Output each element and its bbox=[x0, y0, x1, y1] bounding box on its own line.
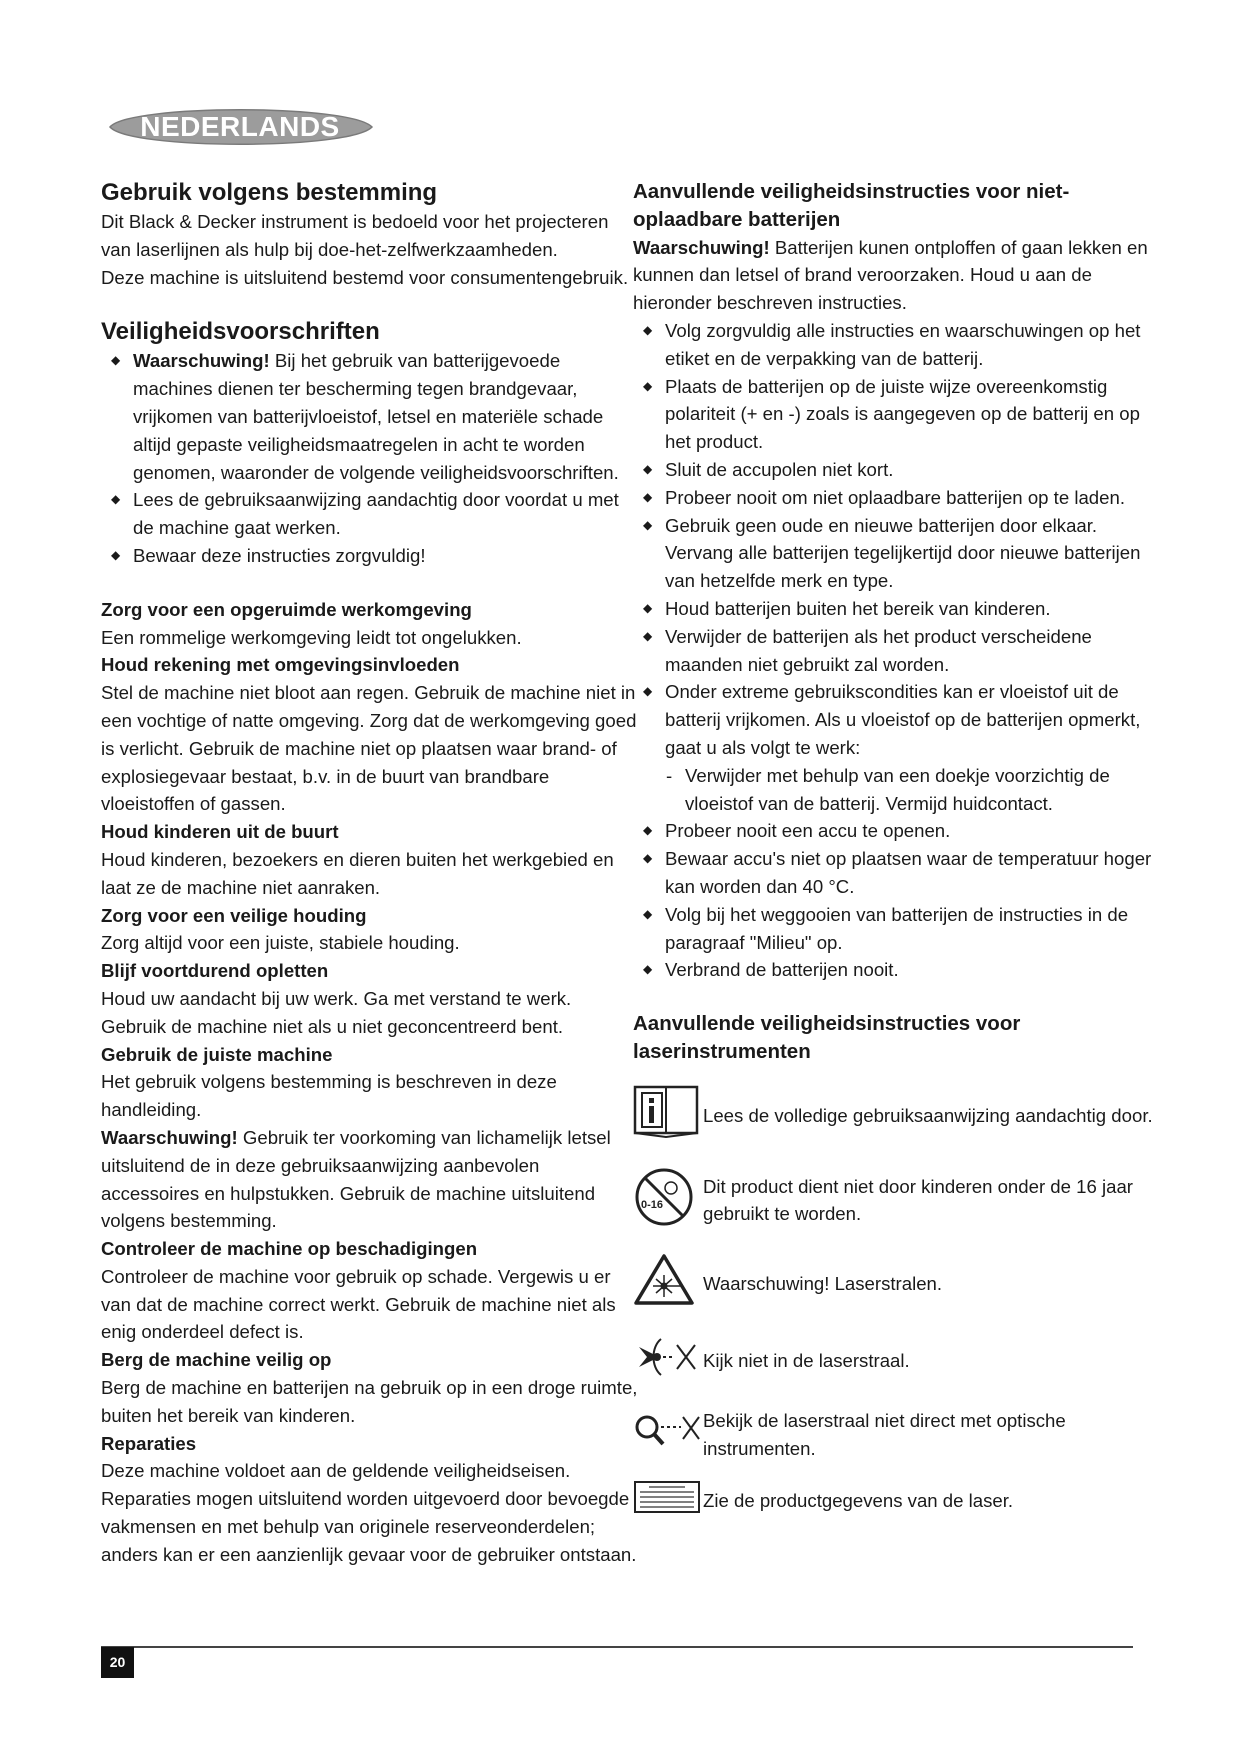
subheading: Reparaties bbox=[101, 1432, 197, 1454]
paragraph bbox=[101, 1124, 641, 1235]
list-item bbox=[633, 373, 1153, 456]
list-item bbox=[633, 623, 1153, 679]
bullet-diamond-icon: ◆ bbox=[643, 489, 653, 504]
paragraph: Houd uw aandacht bij uw werk. Ga met verstand te werk. Gebruik de machine niet als u niet geconcentreerd bent. bbox=[101, 987, 572, 1037]
symbol-row-no-stare bbox=[633, 1333, 1153, 1389]
paragraph: Controleer de machine voor gebruik op schade. Vergewis u er van dat de machine correct werkt. Gebruik de machine niet als enig onderdeel defect is. bbox=[101, 1265, 616, 1343]
symbol-row-optical bbox=[633, 1407, 1153, 1463]
bullet-diamond-icon: ◆ bbox=[643, 517, 653, 532]
list-item-text: Bewaar deze instructies zorgvuldig! bbox=[133, 544, 426, 566]
bullet-diamond-icon: ◆ bbox=[643, 628, 653, 643]
bullet-diamond-icon: ◆ bbox=[643, 322, 653, 337]
bullet-diamond-icon: ◆ bbox=[111, 492, 121, 507]
battery-warning bbox=[633, 234, 1153, 317]
language-tab bbox=[100, 102, 380, 152]
bullet-diamond-icon: ◆ bbox=[643, 962, 653, 977]
paragraph-text: Batterijen kunen ontploffen of gaan lekken en kunnen dan letsel of brand veroorzaken. Houd u aan de hieronder beschreven instructies. bbox=[633, 236, 1148, 314]
list-item bbox=[633, 512, 1153, 595]
list-item-text: Verwijder de batterijen als het product verscheidene maanden niet gebruikt zal worden. bbox=[665, 625, 1092, 675]
age-label: 0-16 bbox=[641, 1198, 664, 1211]
battery-list bbox=[633, 317, 1153, 984]
list-item bbox=[101, 486, 641, 542]
subheading: Houd rekening met omgevingsinvloeden bbox=[101, 654, 460, 676]
right-column bbox=[633, 178, 1153, 1540]
paragraph-text: Gebruik ter voorkoming van lichamelijk letsel uitsluitend de in deze gebruiksaanwijzing aanbevolen accessoires en hulpstukken. Gebruik de machine uitsluitend volgens bestemming. bbox=[101, 1126, 611, 1232]
symbol-row-laser-warning bbox=[633, 1253, 1153, 1315]
list-item-text: Probeer nooit om niet oplaadbare batterijen op te laden. bbox=[665, 486, 1125, 508]
subheading: Blijf voortdurend opletten bbox=[101, 960, 329, 982]
left-column bbox=[101, 178, 641, 1569]
symbol-text: Kijk niet in de laserstraal. bbox=[703, 1350, 910, 1372]
bullet-diamond-icon: ◆ bbox=[643, 600, 653, 615]
list-item bbox=[633, 817, 1153, 845]
list-item bbox=[101, 347, 641, 486]
paragraph: Een rommelige werkomgeving leidt tot ongelukken. bbox=[101, 626, 522, 648]
read-manual-icon bbox=[633, 1084, 699, 1140]
symbol-text: Lees de volledige gebruiksaanwijzing aandachtig door. bbox=[703, 1104, 1153, 1126]
section-title-batteries: Aanvullende veiligheidsinstructies voor niet-oplaadbare batterijen bbox=[633, 180, 1070, 231]
list-item bbox=[633, 456, 1153, 484]
bullet-diamond-icon: ◆ bbox=[643, 906, 653, 921]
paragraph: Deze machine voldoet aan de geldende veiligheidseisen. Reparaties mogen uitsluitend worden uitgevoerd door bevoegde vakmensen en met behulp van originele reserveonderdelen; anders kan er een aanzienlijk gevaar voor de gebruiker ontstaan. bbox=[101, 1460, 637, 1565]
language-tab-label: NEDERLANDS bbox=[140, 111, 340, 142]
footer-divider bbox=[101, 1646, 1133, 1648]
list-item-text: Probeer nooit een accu te openen. bbox=[665, 820, 951, 842]
no-children-icon bbox=[633, 1166, 695, 1228]
do-not-stare-icon bbox=[633, 1333, 699, 1381]
symbol-text: Waarschuwing! Laserstralen. bbox=[703, 1273, 943, 1295]
warning-label: Waarschuwing! bbox=[633, 236, 770, 258]
subheading: Controleer de machine op beschadigingen bbox=[101, 1238, 478, 1260]
bullet-diamond-icon: ◆ bbox=[111, 547, 121, 562]
bullet-diamond-icon: ◆ bbox=[111, 353, 121, 368]
list-item-text: Onder extreme gebruikscondities kan er vloeistof uit de batterij vrijkomen. Als u vloeistof op de batterijen opmerkt, gaat u als volgt te werk: bbox=[665, 681, 1141, 758]
list-item bbox=[633, 317, 1153, 373]
subheading: Berg de machine veilig op bbox=[101, 1349, 332, 1371]
bullet-diamond-icon: ◆ bbox=[643, 851, 653, 866]
consumer-use-text: Deze machine is uitsluitend bestemd voor consumentengebruik. bbox=[101, 266, 629, 288]
paragraph: Stel de machine niet bloot aan regen. Gebruik de machine niet in een vochtige of natte omgeving. Zorg dat de werkomgeving goed is verlicht. Gebruik de machine niet op plaatsen waar brand- of explosiegevaar bestaat, b.v. in de buurt van brandbare vloeistoffen of gassen. bbox=[101, 682, 637, 815]
list-item-text: Verwijder met behulp van een doekje voorzichtig de vloeistof van de batterij. Vermijd huidcontact. bbox=[685, 764, 1110, 814]
symbol-text: Zie de productgegevens van de laser. bbox=[703, 1490, 1014, 1512]
list-item bbox=[633, 845, 1153, 901]
safety-list bbox=[101, 347, 641, 569]
list-item-text: Bewaar accu's niet op plaatsen waar de temperatuur hoger kan worden dan 40 °C. bbox=[665, 848, 1152, 897]
list-item-text: Lees de gebruiksaanwijzing aandachtig door voordat u met de machine gaat werken. bbox=[133, 489, 619, 539]
sub-list-item bbox=[633, 762, 1153, 818]
paragraph: Houd kinderen, bezoekers en dieren buiten het werkgebied en laat ze de machine niet aanraken. bbox=[101, 848, 614, 898]
symbol-row-manual bbox=[633, 1084, 1153, 1148]
laser-label-icon bbox=[633, 1480, 701, 1514]
bullet-diamond-icon: ◆ bbox=[643, 823, 653, 838]
page-number: 20 bbox=[101, 1647, 134, 1678]
list-item bbox=[633, 678, 1153, 761]
list-item-text: Bij het gebruik van batterijgevoede machines dienen ter bescherming tegen brandgevaar, vrijkomen van batterijvloeistof, letsel en materiële schade altijd gepaste veiligheidsmaatregelen in acht te worden genomen, waaronder de volgende veiligheidsvoorschriften. bbox=[133, 350, 619, 483]
section-title-laser: Aanvullende veiligheidsinstructies voor laserinstrumenten bbox=[633, 1012, 1021, 1063]
list-item-text: Gebruik geen oude en nieuwe batterijen door elkaar. Vervang alle batterijen tegelijkertijd door nieuwe batterijen van hetzelfde merk en type. bbox=[665, 514, 1141, 592]
list-item-text: Houd batterijen buiten het bereik van kinderen. bbox=[665, 597, 1051, 619]
list-item bbox=[633, 484, 1153, 512]
section-title-safety: Veiligheidsvoorschriften bbox=[101, 318, 380, 346]
paragraph: Het gebruik volgens bestemming is beschreven in deze handleiding. bbox=[101, 1071, 557, 1121]
subheading: Zorg voor een opgeruimde werkomgeving bbox=[101, 598, 472, 620]
list-item-text: Plaats de batterijen op de juiste wijze overeenkomstig polariteit (+ en -) zoals is aangegeven op de batterij en op het product. bbox=[665, 375, 1140, 453]
bullet-diamond-icon: ◆ bbox=[643, 684, 653, 699]
list-item bbox=[633, 595, 1153, 623]
warning-label: Waarschuwing! bbox=[101, 1126, 238, 1148]
paragraph: Zorg altijd voor een juiste, stabiele houding. bbox=[101, 932, 460, 954]
symbol-row-age bbox=[633, 1166, 1153, 1236]
bullet-diamond-icon: ◆ bbox=[643, 378, 653, 393]
list-item bbox=[101, 542, 641, 570]
list-item-text: Volg zorgvuldig alle instructies en waarschuwingen op het etiket en de verpakking van de batterij. bbox=[665, 319, 1141, 369]
dash-icon: - bbox=[666, 764, 673, 786]
list-item-text: Verbrand de batterijen nooit. bbox=[665, 959, 899, 981]
bullet-diamond-icon: ◆ bbox=[643, 461, 653, 476]
section-title-intended-use: Gebruik volgens bestemming bbox=[101, 179, 438, 206]
subheading: Houd kinderen uit de buurt bbox=[101, 821, 339, 843]
list-item bbox=[633, 901, 1153, 957]
symbol-text: Dit product dient niet door kinderen onder de 16 jaar gebruikt te worden. bbox=[703, 1175, 1133, 1225]
laser-warning-icon bbox=[633, 1253, 695, 1307]
list-item-text: Sluit de accupolen niet kort. bbox=[665, 458, 894, 480]
subheading: Gebruik de juiste machine bbox=[101, 1043, 333, 1065]
symbol-text: Bekijk de laserstraal niet direct met optische instrumenten. bbox=[703, 1409, 1066, 1459]
symbol-row-product-label bbox=[633, 1480, 1153, 1522]
subheading: Zorg voor een veilige houding bbox=[101, 904, 367, 926]
intended-use-text: Dit Black & Decker instrument is bedoeld voor het projecteren van laserlijnen als hulp bij doe-het-zelfwerkzaamheden. bbox=[101, 211, 609, 260]
list-item-text: Volg bij het weggooien van batterijen de instructies in de paragraaf "Milieu" op. bbox=[665, 903, 1129, 953]
list-item bbox=[633, 956, 1153, 984]
no-optical-instrument-icon bbox=[633, 1411, 703, 1451]
paragraph: Berg de machine en batterijen na gebruik op in een droge ruimte, buiten het bereik van kinderen. bbox=[101, 1377, 638, 1426]
warning-label: Waarschuwing! bbox=[133, 350, 270, 372]
